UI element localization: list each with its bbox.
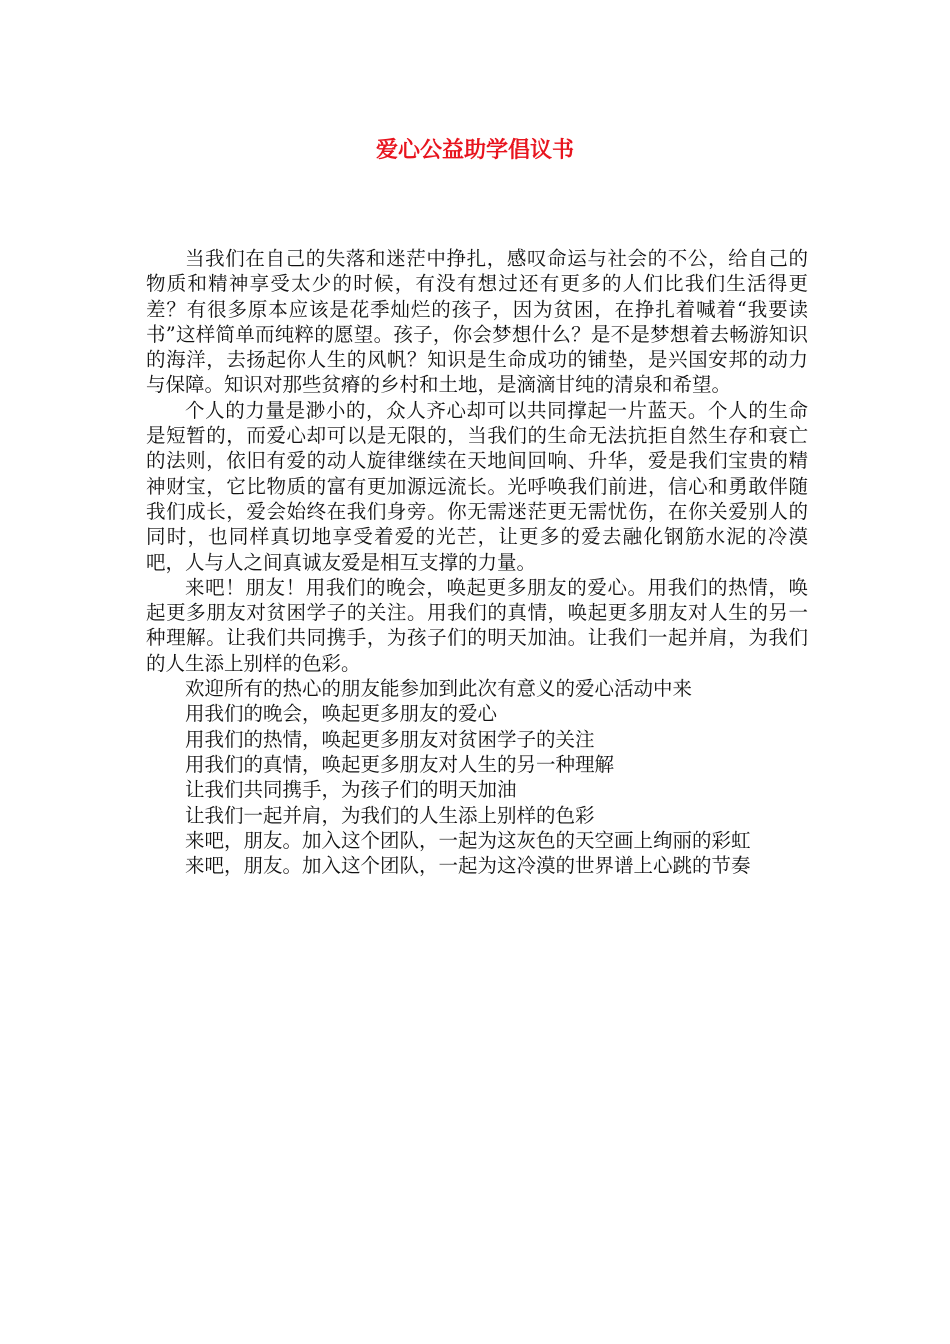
body-paragraph-10: 来吧，朋友。加入这个团队，一起为这灰色的天空画上绚丽的彩虹 (185, 828, 751, 852)
body-paragraph-5: 用我们的晚会，唤起更多朋友的爱心 (185, 702, 498, 726)
document-body (146, 246, 808, 878)
body-paragraph-2: 个人的力量是渺小的，众人齐心却可以共同撑起一片蓝天。个人的生命是短暂的，而爱心却可以是无限的，当我们的生命无法抗拒自然生存和衰亡的法则，依旧有爱的动人旋律继续在天地间回响、升华，爱是我们宝贵的精神财宝，它比物质的富有更加源远流长。光呼唤我们前进，信心和勇敢伴随我们成长，爱会始终在我们身旁。你无需迷茫更无需忧伤，在你关爱别人的同时，也同样真切地享受着爱的光芒，让更多的爱去融化钢筋水泥的冷漠吧，人与人之间真诚友爱是相互支撑的力量。 (146, 398, 808, 574)
body-paragraph-8: 让我们共同携手，为孩子们的明天加油 (185, 778, 517, 802)
body-paragraph-4: 欢迎所有的热心的朋友能参加到此次有意义的爱心活动中来 (185, 677, 693, 701)
document-title: 爱心公益助学倡议书 (375, 138, 574, 163)
body-paragraph-7: 用我们的真情，唤起更多朋友对人生的另一种理解 (185, 752, 615, 776)
body-paragraph-6: 用我们的热情，唤起更多朋友对贫困学子的关注 (185, 727, 595, 751)
body-paragraph-9: 让我们一起并肩，为我们的人生添上别样的色彩 (185, 803, 595, 827)
body-paragraph-3: 来吧！朋友！用我们的晚会，唤起更多朋友的爱心。用我们的热情，唤起更多朋友对贫困学子的关注。用我们的真情，唤起更多朋友对人生的另一种理解。让我们共同携手，为孩子们的明天加油。让我们一起并肩，为我们的人生添上别样的色彩。 (146, 575, 808, 675)
body-paragraph-11: 来吧，朋友。加入这个团队，一起为这冷漠的世界谱上心跳的节奏 (185, 854, 751, 878)
body-paragraph-1: 当我们在自己的失落和迷茫中挣扎，感叹命运与社会的不公，给自己的物质和精神享受太少的时候，有没有想过还有更多的人们比我们生活得更差？有很多原本应该是花季灿烂的孩子，因为贫困，在挣扎着喊着“我要读书”这样简单而纯粹的愿望。孩子，你会梦想什么？是不是梦想着去畅游知识的海洋，去扬起你人生的风帆？知识是生命成功的铺垫，是兴国安邦的动力与保障。知识对那些贫瘠的乡村和土地，是滴滴甘纯的清泉和希望。 (146, 247, 808, 397)
